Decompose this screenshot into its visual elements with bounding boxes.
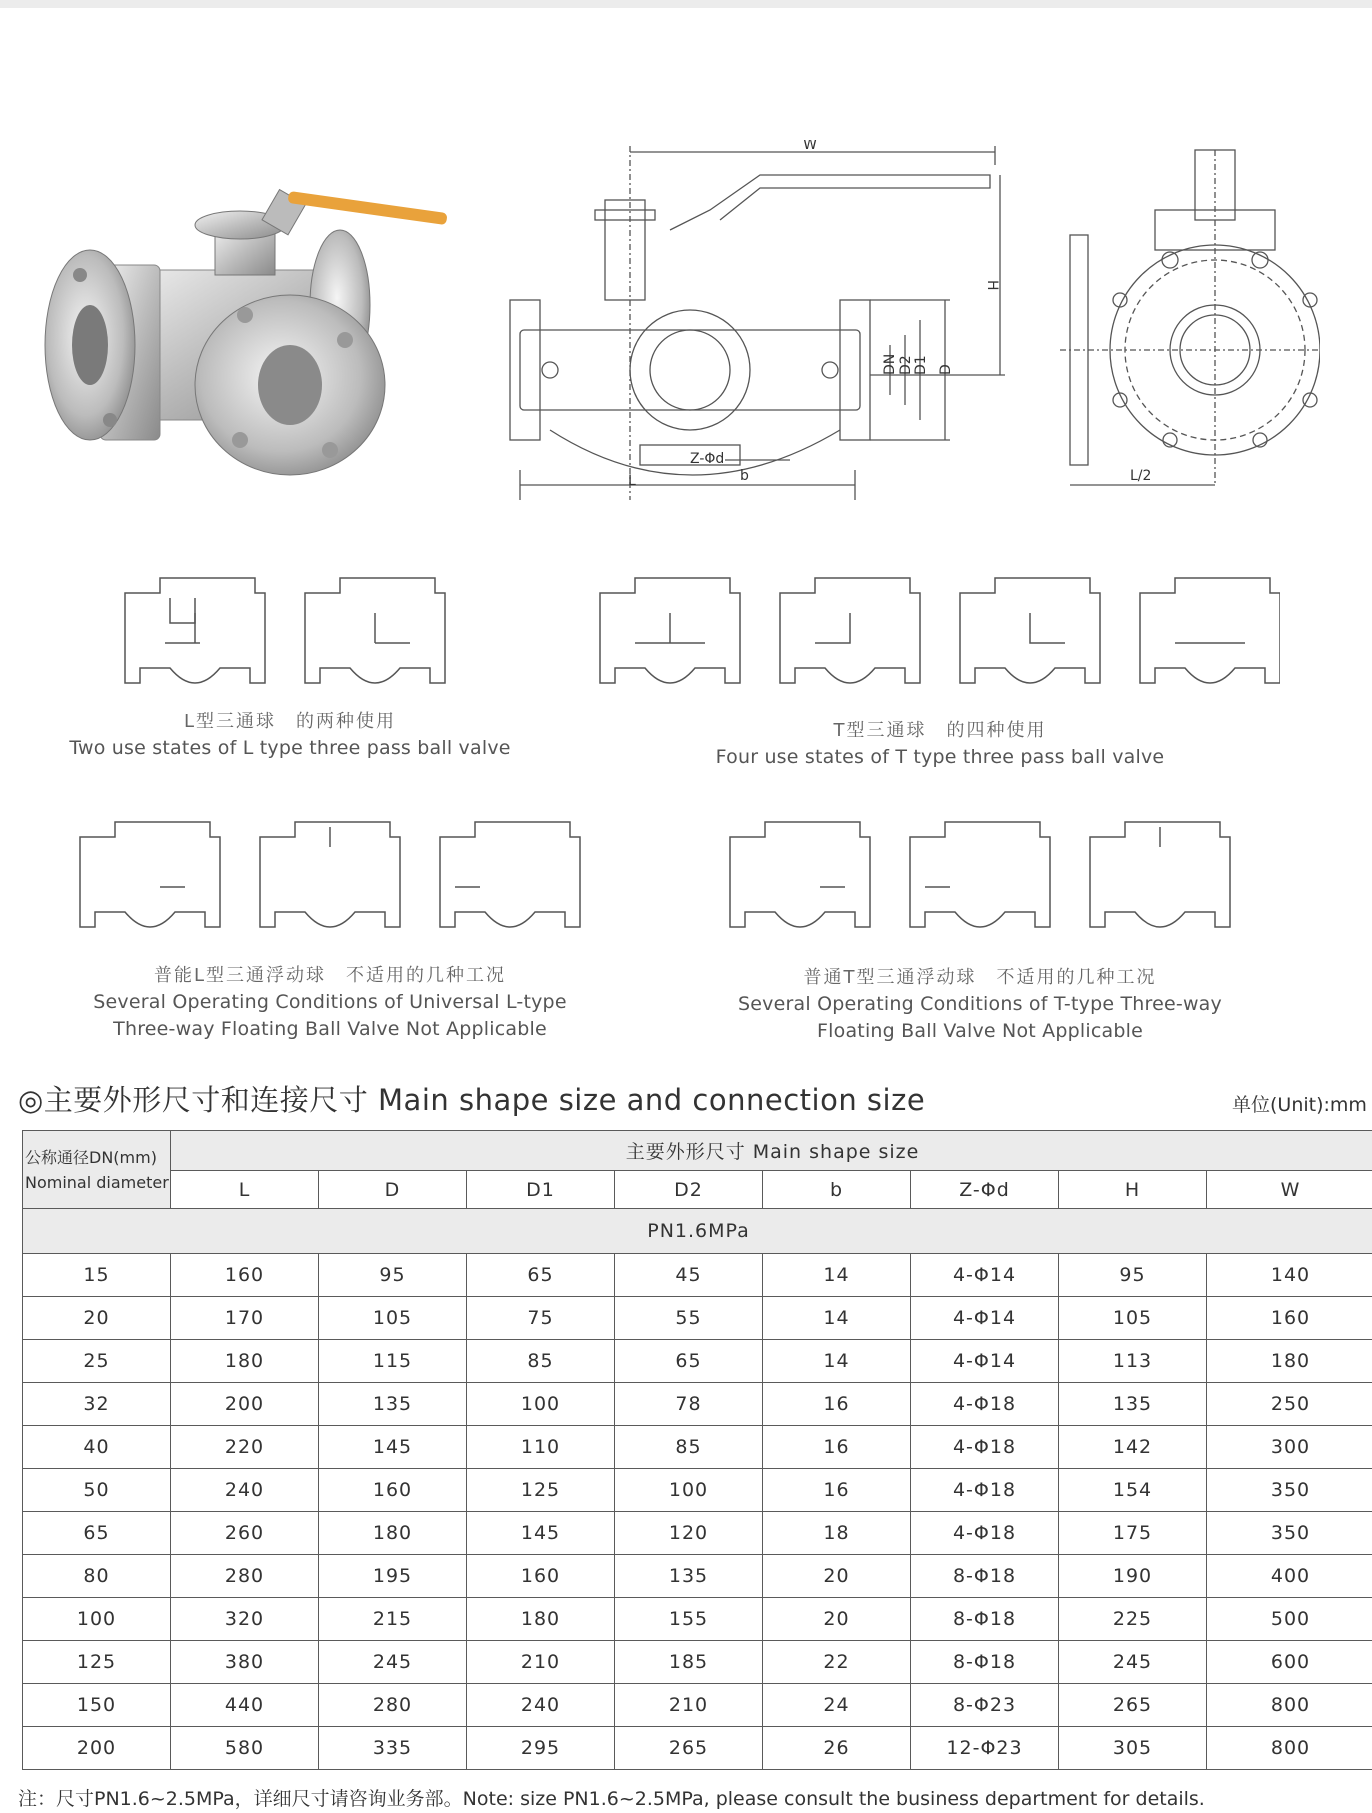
table-cell: 140 [1207, 1254, 1372, 1297]
table-cell: 4-Φ18 [911, 1469, 1059, 1512]
table-cell: 350 [1207, 1469, 1372, 1512]
t-not-caption-en2: Floating Ball Valve Not Applicable [817, 1020, 1143, 1042]
table-cell: 180 [171, 1340, 319, 1383]
table-cell: 180 [319, 1512, 467, 1555]
table-cell: 135 [1059, 1383, 1207, 1426]
dimension-table [22, 1130, 1372, 1770]
table-cell: 65 [615, 1340, 763, 1383]
table-cell: 142 [1059, 1426, 1207, 1469]
l-not-caption-cn: 普能L型三通浮动球 不适用的几种工况 [153, 965, 507, 986]
table-cell: 85 [467, 1340, 615, 1383]
table-row [23, 1512, 1372, 1555]
table-cell: 100 [23, 1598, 171, 1641]
table-cell: 20 [763, 1598, 911, 1641]
table-row [23, 1340, 1372, 1383]
table-cell: 45 [615, 1254, 763, 1297]
table-cell: 240 [171, 1469, 319, 1512]
table-cell: 20 [763, 1555, 911, 1598]
l-not-caption-en2: Three-way Floating Ball Valve Not Applicable [113, 1018, 547, 1040]
table-cell: 600 [1207, 1641, 1372, 1684]
table-cell: 65 [23, 1512, 171, 1555]
h-label: H [984, 280, 1000, 291]
table-cell: 160 [319, 1469, 467, 1512]
table-cell: 14 [763, 1340, 911, 1383]
table-cell: 215 [319, 1598, 467, 1641]
table-cell: 40 [23, 1426, 171, 1469]
table-cell: 190 [1059, 1555, 1207, 1598]
l2-label: L/2 [1130, 468, 1152, 484]
dn-header [23, 1131, 171, 1209]
table-cell: 110 [467, 1426, 615, 1469]
table-cell: 125 [23, 1641, 171, 1684]
table-cell: 800 [1207, 1684, 1372, 1727]
table-cell: 14 [763, 1297, 911, 1340]
usage-diagrams-row-2 [70, 812, 1250, 937]
l-not-applicable-caption [50, 962, 610, 1043]
pressure-row: PN1.6MPa [23, 1209, 1372, 1254]
table-cell: 14 [763, 1254, 911, 1297]
col-header-l: L [171, 1171, 319, 1209]
table-cell: 75 [467, 1297, 615, 1340]
col-header-d2: D2 [615, 1171, 763, 1209]
table-cell: 8-Φ23 [911, 1684, 1059, 1727]
table-cell: 260 [171, 1512, 319, 1555]
table-cell: 305 [1059, 1727, 1207, 1770]
table-cell: 240 [467, 1684, 615, 1727]
table-cell: 300 [1207, 1426, 1372, 1469]
table-cell: 250 [1207, 1383, 1372, 1426]
col-header-d1: D1 [467, 1171, 615, 1209]
table-row [23, 1254, 1372, 1297]
table-cell: 185 [615, 1641, 763, 1684]
table-cell: 18 [763, 1512, 911, 1555]
table-cell: 280 [319, 1684, 467, 1727]
table-cell: 100 [467, 1383, 615, 1426]
table-cell: 95 [319, 1254, 467, 1297]
table-row [23, 1684, 1372, 1727]
table-cell: 180 [467, 1598, 615, 1641]
table-cell: 100 [615, 1469, 763, 1512]
table-cell: 320 [171, 1598, 319, 1641]
l-not-caption-en1: Several Operating Conditions of Universal L-type [93, 991, 567, 1013]
table-row [23, 1555, 1372, 1598]
table-cell: 16 [763, 1469, 911, 1512]
table-cell: 265 [1059, 1684, 1207, 1727]
table-cell: 210 [615, 1684, 763, 1727]
table-cell: 105 [319, 1297, 467, 1340]
table-cell: 25 [23, 1340, 171, 1383]
table-row [23, 1727, 1372, 1770]
table-cell: 95 [1059, 1254, 1207, 1297]
col-header-h: H [1059, 1171, 1207, 1209]
table-row [23, 1297, 1372, 1340]
table-cell: 135 [615, 1555, 763, 1598]
table-cell: 85 [615, 1426, 763, 1469]
table-cell: 16 [763, 1426, 911, 1469]
table-cell: 150 [23, 1684, 171, 1727]
table-cell: 800 [1207, 1727, 1372, 1770]
table-cell: 245 [1059, 1641, 1207, 1684]
table-cell: 400 [1207, 1555, 1372, 1598]
t-type-caption-cn: T型三通球 的四种使用 [833, 720, 1047, 741]
table-cell: 4-Φ14 [911, 1254, 1059, 1297]
table-cell: 15 [23, 1254, 171, 1297]
table-cell: 160 [171, 1254, 319, 1297]
table-cell: 145 [467, 1512, 615, 1555]
unit-label: 单位(Unit):mm [1232, 1094, 1367, 1116]
dn-header-cn: 公称通径DN(mm) [25, 1147, 157, 1167]
table-cell: 20 [23, 1297, 171, 1340]
table-cell: 50 [23, 1469, 171, 1512]
table-cell: 4-Φ14 [911, 1340, 1059, 1383]
table-cell: 335 [319, 1727, 467, 1770]
table-cell: 200 [23, 1727, 171, 1770]
t-not-caption-en1: Several Operating Conditions of T-type Three-way [738, 993, 1222, 1015]
usage-diagrams-row-1 [120, 568, 1280, 693]
table-cell: 154 [1059, 1469, 1207, 1512]
table-cell: 65 [467, 1254, 615, 1297]
table-cell: 26 [763, 1727, 911, 1770]
main-shape-size-header: 主要外形尺寸 Main shape size [171, 1131, 1372, 1171]
table-cell: 440 [171, 1684, 319, 1727]
table-cell: 8-Φ18 [911, 1598, 1059, 1641]
table-cell: 160 [1207, 1297, 1372, 1340]
d1-label: D1 [913, 355, 929, 375]
table-cell: 580 [171, 1727, 319, 1770]
z-phid-label: Z-Φd [690, 451, 725, 467]
table-cell: 180 [1207, 1340, 1372, 1383]
table-cell: 145 [319, 1426, 467, 1469]
table-row [23, 1426, 1372, 1469]
table-cell: 200 [171, 1383, 319, 1426]
table-cell: 55 [615, 1297, 763, 1340]
t-type-caption [690, 717, 1190, 771]
side-view-drawing [1060, 140, 1320, 500]
l-type-caption-en: Two use states of L type three pass ball valve [69, 737, 511, 759]
table-row [23, 1469, 1372, 1512]
table-cell: 4-Φ18 [911, 1426, 1059, 1469]
table-cell: 380 [171, 1641, 319, 1684]
table-cell: 22 [763, 1641, 911, 1684]
dn-header-en: Nominal diameter [25, 1172, 169, 1192]
table-cell: 16 [763, 1383, 911, 1426]
table-cell: 113 [1059, 1340, 1207, 1383]
table-cell: 8-Φ18 [911, 1555, 1059, 1598]
table-cell: 115 [319, 1340, 467, 1383]
t-type-caption-en: Four use states of T type three pass ball valve [715, 746, 1165, 768]
table-cell: 175 [1059, 1512, 1207, 1555]
table-cell: 280 [171, 1555, 319, 1598]
valve-photo [40, 185, 450, 485]
table-cell: 78 [615, 1383, 763, 1426]
b-label: b [740, 468, 749, 484]
col-header-z-phid: Z-Φd [911, 1171, 1059, 1209]
table-cell: 4-Φ14 [911, 1297, 1059, 1340]
table-cell: 155 [615, 1598, 763, 1641]
table-cell: 32 [23, 1383, 171, 1426]
l-type-caption-cn: L型三通球 的两种使用 [183, 711, 397, 732]
table-cell: 245 [319, 1641, 467, 1684]
t-not-applicable-caption [700, 964, 1260, 1045]
l-type-caption [40, 708, 540, 762]
table-cell: 24 [763, 1684, 911, 1727]
table-cell: 225 [1059, 1598, 1207, 1641]
col-header-w: W [1207, 1171, 1372, 1209]
table-cell: 195 [319, 1555, 467, 1598]
table-row [23, 1641, 1372, 1684]
table-cell: 350 [1207, 1512, 1372, 1555]
table-cell: 135 [319, 1383, 467, 1426]
table-cell: 265 [615, 1727, 763, 1770]
table-cell: 120 [615, 1512, 763, 1555]
w-label: W [803, 140, 817, 153]
table-cell: 210 [467, 1641, 615, 1684]
l-label: L [628, 473, 636, 489]
col-header-d: D [319, 1171, 467, 1209]
table-cell: 105 [1059, 1297, 1207, 1340]
top-bar [0, 0, 1372, 8]
table-cell: 220 [171, 1426, 319, 1469]
d-label: D [938, 364, 954, 375]
table-cell: 4-Φ18 [911, 1512, 1059, 1555]
table-cell: 12-Φ23 [911, 1727, 1059, 1770]
table-cell: 500 [1207, 1598, 1372, 1641]
table-row [23, 1383, 1372, 1426]
table-cell: 295 [467, 1727, 615, 1770]
table-cell: 80 [23, 1555, 171, 1598]
section-title: ◎主要外形尺寸和连接尺寸 Main shape size and connection size [18, 1083, 926, 1117]
dn-label: DN [882, 353, 898, 375]
table-cell: 8-Φ18 [911, 1641, 1059, 1684]
table-cell: 4-Φ18 [911, 1383, 1059, 1426]
front-view-drawing [500, 140, 1020, 500]
table-cell: 125 [467, 1469, 615, 1512]
table-row [23, 1598, 1372, 1641]
table-cell: 160 [467, 1555, 615, 1598]
t-not-caption-cn: 普通T型三通浮动球 不适用的几种工况 [803, 967, 1157, 988]
footnote: 注：尺寸PN1.6~2.5MPa，详细尺寸请咨询业务部。Note: size PN1.6~2.5MPa, please consult the business department for details. [18, 1788, 1205, 1810]
d2-label: D2 [898, 355, 914, 375]
table-cell: 170 [171, 1297, 319, 1340]
col-header-b: b [763, 1171, 911, 1209]
